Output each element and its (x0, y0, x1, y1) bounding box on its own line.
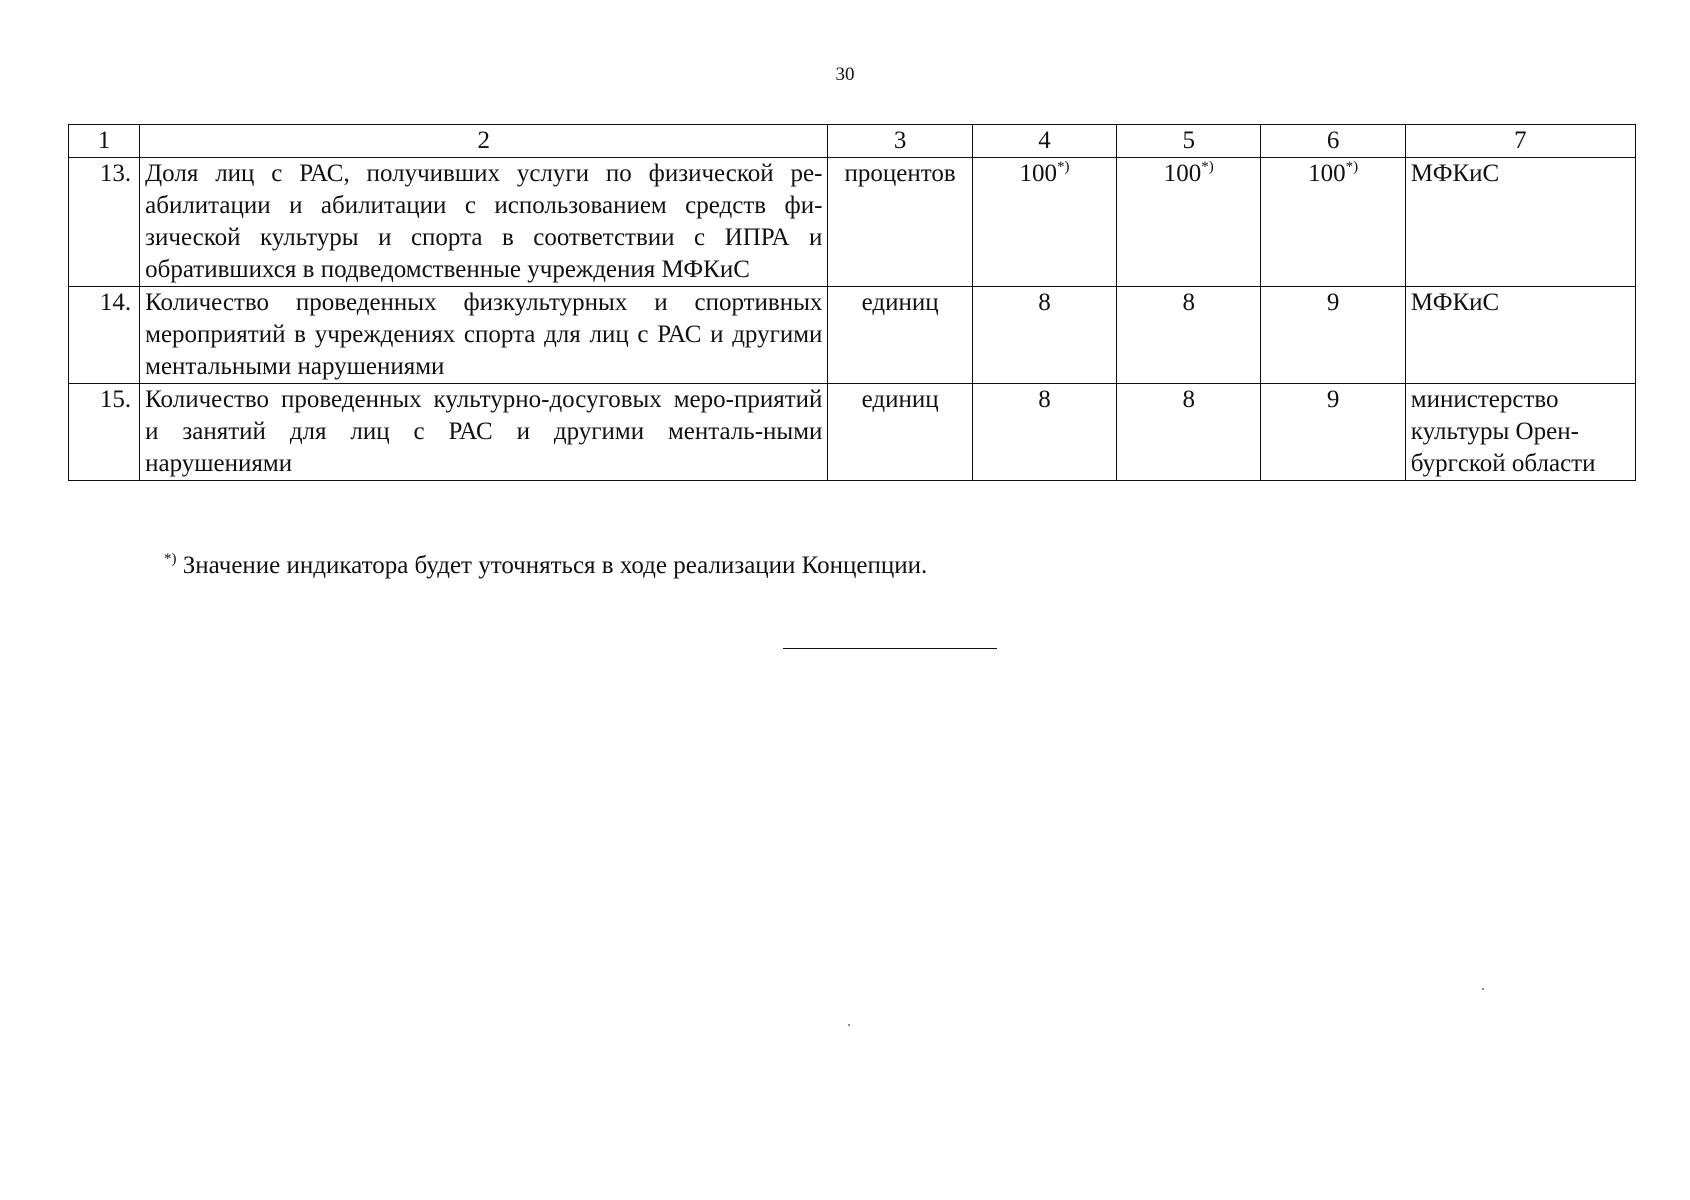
executor-cell: министерство культуры Орен-бургской области (1405, 384, 1635, 481)
row-number: 15. (69, 384, 140, 481)
indicator-name: Количество проведенных культурно-досуговых меро-приятий и занятий для лиц с РАС и другими менталь-ными нарушениями (140, 384, 828, 481)
table-row (69, 158, 1636, 287)
scan-speck (848, 1024, 850, 1026)
row-number: 14. (69, 287, 140, 384)
value-col6: 9 (1261, 384, 1405, 481)
indicators-table (68, 124, 1636, 481)
value-col5: 8 (1117, 287, 1261, 384)
column-header: 7 (1405, 125, 1635, 158)
indicator-name: Количество проведенных физкультурных и спортивных мероприятий в учреждениях спорта для лиц с РАС и другими ментальными нарушениями (140, 287, 828, 384)
unit-cell: единиц (828, 384, 972, 481)
column-header: 4 (972, 125, 1116, 158)
footnote-mark: *) (1056, 158, 1070, 175)
column-header: 1 (69, 125, 140, 158)
value-col5 (1117, 158, 1261, 287)
value-col4: 8 (972, 287, 1116, 384)
column-header: 5 (1117, 125, 1261, 158)
value: 100 (1163, 160, 1202, 187)
executor-cell: МФКиС (1405, 158, 1635, 287)
column-header: 3 (828, 125, 972, 158)
footnote-text: Значение индикатора будет уточняться в ходе реализации Концепции. (176, 552, 928, 579)
value-col4 (972, 158, 1116, 287)
table-header-row (69, 125, 1636, 158)
page-number: 30 (835, 64, 855, 85)
value: 100 (1019, 160, 1057, 187)
footnote-mark: *) (1201, 158, 1214, 175)
table-row (69, 384, 1636, 481)
column-header: 2 (140, 125, 828, 158)
unit-cell: процентов (828, 158, 972, 287)
value-col5: 8 (1117, 384, 1261, 481)
value: 100 (1308, 160, 1346, 187)
row-number: 13. (69, 158, 140, 287)
indicator-name: Доля лиц с РАС, получивших услуги по физической ре-абилитации и абилитации с использованием средств фи-зической культуры и спорта в соответствии с ИПРА и обратившихся в подведомственные учреждения МФКиС (140, 158, 828, 287)
executor-cell: МФКиС (1405, 287, 1635, 384)
footnote-mark: *) (164, 550, 177, 567)
value-col6: 9 (1261, 287, 1405, 384)
column-header: 6 (1261, 125, 1405, 158)
unit-cell: единиц (828, 287, 972, 384)
value-col6 (1261, 158, 1405, 287)
value-col4: 8 (972, 384, 1116, 481)
footnote-mark: *) (1345, 158, 1359, 175)
footnote (164, 552, 927, 580)
scan-speck (1482, 988, 1484, 990)
table-row (69, 287, 1636, 384)
end-rule (783, 648, 997, 649)
